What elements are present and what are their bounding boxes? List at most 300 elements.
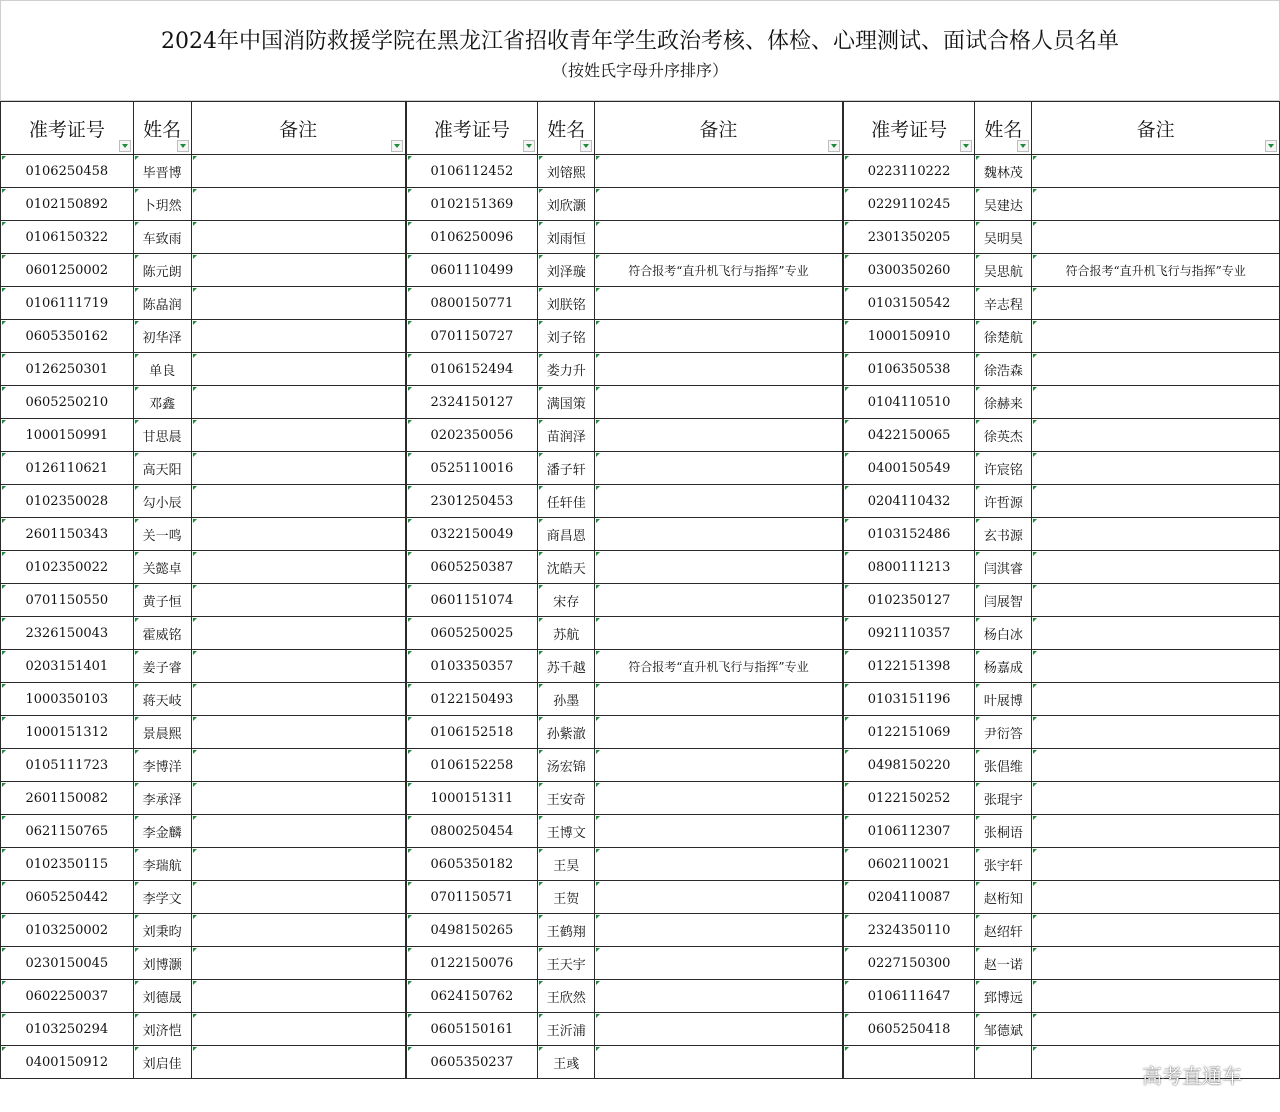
cell-note[interactable] — [1032, 650, 1280, 683]
cell-name[interactable]: 车致雨 — [133, 221, 191, 254]
cell-note[interactable] — [595, 386, 843, 419]
cell-note[interactable] — [1032, 419, 1280, 452]
cell-id[interactable]: 0605350162 — [1, 320, 134, 353]
table-row — [1, 518, 1280, 551]
cell-name[interactable]: 刘启佳 — [133, 1046, 191, 1079]
cell-name[interactable]: 徐赫来 — [975, 386, 1032, 419]
cell-name[interactable]: 刘泽璇 — [538, 254, 595, 287]
header-id-3[interactable] — [843, 102, 975, 155]
cell-note[interactable]: 符合报考“直升机飞行与指挥”专业 — [595, 254, 843, 287]
cell-name[interactable]: 许哲源 — [975, 485, 1032, 518]
cell-note[interactable] — [1032, 386, 1280, 419]
cell-note[interactable] — [191, 1013, 405, 1046]
filter-dropdown-icon[interactable] — [119, 140, 131, 152]
cell-name[interactable]: 毕晋博 — [133, 155, 191, 188]
cell-note[interactable] — [191, 386, 405, 419]
cell-name[interactable]: 宋存 — [538, 584, 595, 617]
cell-id[interactable]: 0106111647 — [843, 980, 975, 1013]
cell-name[interactable]: 刘朕铭 — [538, 287, 595, 320]
cell-note[interactable] — [595, 155, 843, 188]
cell-id[interactable]: 0701150571 — [406, 881, 538, 914]
cell-note[interactable] — [595, 353, 843, 386]
cell-note[interactable]: 符合报考“直升机飞行与指挥”专业 — [1032, 254, 1280, 287]
cell-name[interactable]: 杨白冰 — [975, 617, 1032, 650]
cell-name[interactable]: 张宇轩 — [975, 848, 1032, 881]
cell-id[interactable]: 0106350538 — [843, 353, 975, 386]
cell-note[interactable] — [595, 452, 843, 485]
cell-id[interactable]: 0106152258 — [406, 749, 538, 782]
filter-dropdown-icon[interactable] — [1017, 140, 1029, 152]
cell-name[interactable]: 李学文 — [133, 881, 191, 914]
cell-id[interactable]: 0605150161 — [406, 1013, 538, 1046]
cell-id[interactable]: 0601250002 — [1, 254, 134, 287]
table-row — [1, 914, 1280, 947]
cell-note[interactable] — [1032, 485, 1280, 518]
cell-name[interactable]: 王昊 — [538, 848, 595, 881]
cell-name[interactable]: 霍威铭 — [133, 617, 191, 650]
cell-note[interactable] — [191, 419, 405, 452]
cell-name[interactable]: 张倡维 — [975, 749, 1032, 782]
filter-dropdown-icon[interactable] — [1265, 140, 1277, 152]
cell-name[interactable]: 勾小辰 — [133, 485, 191, 518]
cell-id[interactable]: 1000151312 — [1, 716, 134, 749]
table-row — [1, 881, 1280, 914]
cell-note[interactable] — [1032, 815, 1280, 848]
cell-note[interactable] — [1032, 881, 1280, 914]
cell-note[interactable] — [191, 650, 405, 683]
cell-name[interactable]: 刘欣灏 — [538, 188, 595, 221]
cell-id[interactable]: 0102150892 — [1, 188, 134, 221]
cell-id[interactable]: 0605250418 — [843, 1013, 975, 1046]
cell-id[interactable]: 0106112307 — [843, 815, 975, 848]
cell-note[interactable] — [1032, 452, 1280, 485]
cell-id[interactable]: 0103250002 — [1, 914, 134, 947]
cell-id[interactable]: 2301250453 — [406, 485, 538, 518]
cell-note[interactable] — [191, 188, 405, 221]
cell-id[interactable]: 0229110245 — [843, 188, 975, 221]
cell-name[interactable]: 李承泽 — [133, 782, 191, 815]
table-row — [1, 947, 1280, 980]
cell-note[interactable] — [191, 287, 405, 320]
cell-note[interactable] — [595, 815, 843, 848]
cell-note[interactable] — [191, 485, 405, 518]
cell-id[interactable]: 0422150065 — [843, 419, 975, 452]
cell-note[interactable] — [191, 584, 405, 617]
cell-id[interactable]: 0122151398 — [843, 650, 975, 683]
cell-name[interactable]: 赵桁知 — [975, 881, 1032, 914]
cell-id[interactable]: 0223110222 — [843, 155, 975, 188]
cell-id[interactable]: 0601151074 — [406, 584, 538, 617]
cell-note[interactable] — [191, 683, 405, 716]
cell-note[interactable] — [595, 617, 843, 650]
cell-name[interactable]: 娄力升 — [538, 353, 595, 386]
cell-id[interactable]: 1000151311 — [406, 782, 538, 815]
cell-name[interactable]: 张桐语 — [975, 815, 1032, 848]
cell-name[interactable]: 姜子睿 — [133, 650, 191, 683]
cell-note[interactable] — [191, 1046, 405, 1079]
cell-id[interactable]: 2324150127 — [406, 386, 538, 419]
table-row — [1, 1013, 1280, 1046]
cell-name[interactable]: 赵绍轩 — [975, 914, 1032, 947]
cell-id[interactable]: 0605250025 — [406, 617, 538, 650]
cell-note[interactable] — [595, 881, 843, 914]
cell-note[interactable] — [191, 815, 405, 848]
filter-dropdown-icon[interactable] — [523, 140, 535, 152]
header-id-1[interactable] — [1, 102, 134, 155]
cell-name[interactable]: 高天阳 — [133, 452, 191, 485]
cell-id[interactable]: 0106152518 — [406, 716, 538, 749]
cell-note[interactable] — [1032, 1013, 1280, 1046]
cell-name[interactable]: 邹德斌 — [975, 1013, 1032, 1046]
cell-note[interactable] — [191, 716, 405, 749]
cell-name[interactable]: 甘思晨 — [133, 419, 191, 452]
cell-id[interactable]: 0103152486 — [843, 518, 975, 551]
cell-note[interactable] — [1032, 716, 1280, 749]
cell-note[interactable] — [595, 848, 843, 881]
cell-name[interactable]: 蒋天岐 — [133, 683, 191, 716]
cell-name[interactable]: 潘子轩 — [538, 452, 595, 485]
header-label: 姓名 — [984, 118, 1023, 141]
cell-name[interactable]: 尹衍答 — [975, 716, 1032, 749]
cell-id[interactable]: 0605250442 — [1, 881, 134, 914]
header-name-3[interactable] — [975, 102, 1032, 155]
cell-note[interactable]: 符合报考“直升机飞行与指挥”专业 — [595, 650, 843, 683]
cell-id[interactable]: 0400150549 — [843, 452, 975, 485]
cell-id[interactable]: 0122150252 — [843, 782, 975, 815]
cell-id[interactable]: 0601110499 — [406, 254, 538, 287]
cell-name[interactable]: 商昌恩 — [538, 518, 595, 551]
cell-id[interactable]: 0122151069 — [843, 716, 975, 749]
page-title: 2024年中国消防救援学院在黑龙江省招收青年学生政治考核、体检、心理测试、面试合格人员名单 — [161, 29, 1119, 54]
cell-id[interactable]: 0106112452 — [406, 155, 538, 188]
cell-note[interactable] — [595, 518, 843, 551]
cell-note[interactable] — [1032, 848, 1280, 881]
cell-name[interactable]: 闫淇睿 — [975, 551, 1032, 584]
cell-note[interactable] — [1032, 188, 1280, 221]
cell-note[interactable] — [191, 749, 405, 782]
cell-id[interactable]: 0202350056 — [406, 419, 538, 452]
cell-note[interactable] — [191, 848, 405, 881]
cell-id[interactable]: 0204110087 — [843, 881, 975, 914]
cell-note[interactable] — [1032, 782, 1280, 815]
cell-name[interactable]: 刘济恺 — [133, 1013, 191, 1046]
cell-id[interactable]: 0605250210 — [1, 386, 134, 419]
cell-note[interactable] — [595, 1046, 843, 1079]
cell-note[interactable] — [1032, 947, 1280, 980]
table-row — [1, 551, 1280, 584]
cell-name[interactable]: 任轩佳 — [538, 485, 595, 518]
cell-name[interactable]: 孙紫澈 — [538, 716, 595, 749]
cell-note[interactable] — [191, 320, 405, 353]
cell-id[interactable]: 0122150076 — [406, 947, 538, 980]
cell-note[interactable] — [595, 947, 843, 980]
cell-name[interactable]: 黄子恒 — [133, 584, 191, 617]
cell-note[interactable] — [1032, 320, 1280, 353]
cell-note[interactable] — [595, 749, 843, 782]
filter-dropdown-icon[interactable] — [960, 140, 972, 152]
cell-name[interactable]: 王安奇 — [538, 782, 595, 815]
cell-name[interactable]: 李博洋 — [133, 749, 191, 782]
cell-id[interactable]: 0106250096 — [406, 221, 538, 254]
cell-note[interactable] — [595, 551, 843, 584]
cell-note[interactable] — [191, 353, 405, 386]
table-row — [1, 584, 1280, 617]
cell-id[interactable]: 2301350205 — [843, 221, 975, 254]
cell-name[interactable]: 苗润泽 — [538, 419, 595, 452]
cell-note[interactable] — [191, 617, 405, 650]
cell-name[interactable]: 徐英杰 — [975, 419, 1032, 452]
header-name-2[interactable] — [538, 102, 595, 155]
cell-name[interactable]: 王贺 — [538, 881, 595, 914]
cell-note[interactable] — [595, 716, 843, 749]
header-note-3[interactable] — [1032, 102, 1280, 155]
header — [0, 0, 1280, 101]
cell-name[interactable]: 王沂浦 — [538, 1013, 595, 1046]
cell-id[interactable]: 0102350127 — [843, 584, 975, 617]
cell-id[interactable]: 0103151196 — [843, 683, 975, 716]
cell-note[interactable] — [191, 221, 405, 254]
cell-id[interactable]: 0602250037 — [1, 980, 134, 1013]
cell-name[interactable]: 闫展智 — [975, 584, 1032, 617]
cell-id[interactable]: 1000150910 — [843, 320, 975, 353]
cell-name[interactable]: 陈元朗 — [133, 254, 191, 287]
header-label: 姓名 — [547, 118, 586, 141]
table-row — [1, 188, 1280, 221]
cell-id[interactable]: 0605250387 — [406, 551, 538, 584]
cell-note[interactable] — [595, 980, 843, 1013]
cell-id[interactable]: 0102151369 — [406, 188, 538, 221]
header-id-2[interactable] — [406, 102, 538, 155]
cell-note[interactable] — [595, 1013, 843, 1046]
cell-id[interactable]: 0605350182 — [406, 848, 538, 881]
cell-name[interactable]: 玄书源 — [975, 518, 1032, 551]
table-row — [1, 749, 1280, 782]
cell-name[interactable]: 吴建达 — [975, 188, 1032, 221]
cell-note[interactable] — [1032, 914, 1280, 947]
cell-name[interactable]: 张琨宇 — [975, 782, 1032, 815]
filter-dropdown-icon[interactable] — [580, 140, 592, 152]
cell-note[interactable] — [1032, 221, 1280, 254]
cell-note[interactable] — [595, 188, 843, 221]
cell-id[interactable]: 0203151401 — [1, 650, 134, 683]
cell-id[interactable]: 0126250301 — [1, 353, 134, 386]
cell-id[interactable]: 0498150265 — [406, 914, 538, 947]
table-row — [1, 155, 1280, 188]
cell-name[interactable]: 杨嘉成 — [975, 650, 1032, 683]
cell-note[interactable] — [1032, 617, 1280, 650]
cell-name[interactable]: 孙墨 — [538, 683, 595, 716]
table-row — [1, 650, 1280, 683]
cell-name[interactable]: 郅博远 — [975, 980, 1032, 1013]
cell-note[interactable] — [1032, 518, 1280, 551]
cell-id[interactable]: 0525110016 — [406, 452, 538, 485]
cell-note[interactable] — [191, 980, 405, 1013]
cell-name[interactable]: 卜玥然 — [133, 188, 191, 221]
cell-note[interactable] — [191, 881, 405, 914]
cell-name[interactable]: 关懿卓 — [133, 551, 191, 584]
cell-name[interactable]: 刘雨恒 — [538, 221, 595, 254]
cell-name[interactable]: 赵一诺 — [975, 947, 1032, 980]
cell-id[interactable]: 0227150300 — [843, 947, 975, 980]
cell-note[interactable] — [595, 914, 843, 947]
cell-note[interactable] — [1032, 584, 1280, 617]
cell-id[interactable]: 0701150550 — [1, 584, 134, 617]
cell-name[interactable]: 邓鑫 — [133, 386, 191, 419]
cell-id[interactable]: 0800150771 — [406, 287, 538, 320]
cell-id[interactable]: 0106150322 — [1, 221, 134, 254]
cell-id[interactable]: 0104110510 — [843, 386, 975, 419]
cell-id[interactable]: 0102350022 — [1, 551, 134, 584]
header-label: 准考证号 — [28, 118, 105, 141]
cell-note[interactable] — [1032, 353, 1280, 386]
cell-id[interactable]: 0106152494 — [406, 353, 538, 386]
table-row — [1, 782, 1280, 815]
cell-note[interactable] — [595, 320, 843, 353]
cell-name[interactable]: 徐楚航 — [975, 320, 1032, 353]
cell-note[interactable] — [191, 914, 405, 947]
cell-name[interactable]: 王博文 — [538, 815, 595, 848]
cell-id[interactable]: 0921110357 — [843, 617, 975, 650]
cell-name[interactable]: 刘秉昀 — [133, 914, 191, 947]
cell-name[interactable]: 王鹤翔 — [538, 914, 595, 947]
cell-name[interactable]: 汤宏锦 — [538, 749, 595, 782]
cell-name[interactable]: 景晨熙 — [133, 716, 191, 749]
cell-note[interactable] — [595, 419, 843, 452]
cell-id[interactable]: 0300350260 — [843, 254, 975, 287]
cell-name[interactable]: 辛志程 — [975, 287, 1032, 320]
cell-note[interactable] — [595, 287, 843, 320]
cell-id[interactable]: 0624150762 — [406, 980, 538, 1013]
cell-name[interactable]: 李金麟 — [133, 815, 191, 848]
table-row — [1, 353, 1280, 386]
header-label: 准考证号 — [433, 118, 510, 141]
cell-name[interactable]: 王彧 — [538, 1046, 595, 1079]
cell-id[interactable]: 0103150542 — [843, 287, 975, 320]
cell-id[interactable]: 0102350115 — [1, 848, 134, 881]
cell-name[interactable]: 苏千越 — [538, 650, 595, 683]
cell-id[interactable]: 2601150343 — [1, 518, 134, 551]
cell-id[interactable]: 0105111723 — [1, 749, 134, 782]
cell-id[interactable]: 2324350110 — [843, 914, 975, 947]
cell-id[interactable]: 0322150049 — [406, 518, 538, 551]
cell-note[interactable] — [191, 947, 405, 980]
cell-note[interactable] — [1032, 155, 1280, 188]
cell-id[interactable]: 0230150045 — [1, 947, 134, 980]
cell-name[interactable] — [975, 1046, 1032, 1079]
cell-id[interactable]: 0204110432 — [843, 485, 975, 518]
table-row — [1, 386, 1280, 419]
cell-id[interactable]: 1000150991 — [1, 419, 134, 452]
cell-note[interactable] — [1032, 287, 1280, 320]
cell-note[interactable] — [595, 782, 843, 815]
filter-dropdown-icon[interactable] — [828, 140, 840, 152]
table-row — [1, 683, 1280, 716]
header-label: 姓名 — [143, 118, 182, 141]
filter-dropdown-icon[interactable] — [177, 140, 189, 152]
cell-id[interactable]: 0106250458 — [1, 155, 134, 188]
header-note-2[interactable] — [595, 102, 843, 155]
cell-id[interactable]: 0400150912 — [1, 1046, 134, 1079]
cell-id[interactable]: 0800250454 — [406, 815, 538, 848]
cell-id[interactable]: 0106111719 — [1, 287, 134, 320]
cell-note[interactable] — [1032, 551, 1280, 584]
cell-note[interactable] — [191, 155, 405, 188]
header-name-1[interactable] — [133, 102, 191, 155]
cell-name[interactable]: 吴思航 — [975, 254, 1032, 287]
cell-name[interactable]: 苏航 — [538, 617, 595, 650]
cell-id[interactable]: 0103350357 — [406, 650, 538, 683]
table-row — [1, 221, 1280, 254]
cell-note[interactable] — [191, 254, 405, 287]
cell-name[interactable]: 陈皛润 — [133, 287, 191, 320]
cell-id[interactable]: 1000350103 — [1, 683, 134, 716]
cell-note[interactable] — [595, 683, 843, 716]
cell-id[interactable]: 0102350028 — [1, 485, 134, 518]
cell-name[interactable]: 沈皓天 — [538, 551, 595, 584]
cell-name[interactable]: 刘德晟 — [133, 980, 191, 1013]
cell-note[interactable] — [1032, 683, 1280, 716]
cell-name[interactable]: 王欣然 — [538, 980, 595, 1013]
cell-id[interactable]: 0126110621 — [1, 452, 134, 485]
cell-id[interactable]: 2326150043 — [1, 617, 134, 650]
table-row — [1, 980, 1280, 1013]
cell-name[interactable]: 许宸铭 — [975, 452, 1032, 485]
cell-name[interactable]: 初华泽 — [133, 320, 191, 353]
cell-name[interactable]: 魏林茂 — [975, 155, 1032, 188]
cell-id[interactable]: 0122150493 — [406, 683, 538, 716]
cell-note[interactable] — [1032, 749, 1280, 782]
table-row — [1, 848, 1280, 881]
cell-note[interactable] — [595, 584, 843, 617]
cell-id[interactable]: 0701150727 — [406, 320, 538, 353]
cell-name[interactable]: 刘博灏 — [133, 947, 191, 980]
cell-note[interactable] — [595, 221, 843, 254]
cell-id[interactable]: 0498150220 — [843, 749, 975, 782]
table-row — [1, 254, 1280, 287]
cell-id[interactable]: 0621150765 — [1, 815, 134, 848]
cell-name[interactable]: 李瑞航 — [133, 848, 191, 881]
cell-id[interactable]: 0602110021 — [843, 848, 975, 881]
cell-name[interactable]: 徐浩森 — [975, 353, 1032, 386]
cell-id[interactable]: 0800111213 — [843, 551, 975, 584]
cell-name[interactable]: 刘镕熙 — [538, 155, 595, 188]
cell-note[interactable] — [1032, 980, 1280, 1013]
table-row — [1, 320, 1280, 353]
cell-id[interactable]: 0605350237 — [406, 1046, 538, 1079]
cell-name[interactable]: 满国策 — [538, 386, 595, 419]
cell-id[interactable]: 2601150082 — [1, 782, 134, 815]
cell-name[interactable]: 刘子铭 — [538, 320, 595, 353]
cell-name[interactable]: 关一鸣 — [133, 518, 191, 551]
header-label: 备注 — [699, 118, 738, 141]
cell-id[interactable]: 0103250294 — [1, 1013, 134, 1046]
cell-note[interactable] — [191, 551, 405, 584]
cell-note[interactable] — [191, 518, 405, 551]
cell-id[interactable] — [843, 1046, 975, 1079]
table-row — [1, 617, 1280, 650]
header-note-1[interactable] — [191, 102, 405, 155]
cell-note[interactable] — [191, 452, 405, 485]
cell-name[interactable]: 吴明昊 — [975, 221, 1032, 254]
cell-note[interactable] — [191, 782, 405, 815]
page-subtitle: （按姓氏字母升序排序） — [551, 61, 728, 80]
cell-note[interactable] — [595, 485, 843, 518]
cell-name[interactable]: 单良 — [133, 353, 191, 386]
cell-name[interactable]: 叶展博 — [975, 683, 1032, 716]
filter-dropdown-icon[interactable] — [391, 140, 403, 152]
cell-name[interactable]: 王天宇 — [538, 947, 595, 980]
header-label: 准考证号 — [871, 118, 948, 141]
